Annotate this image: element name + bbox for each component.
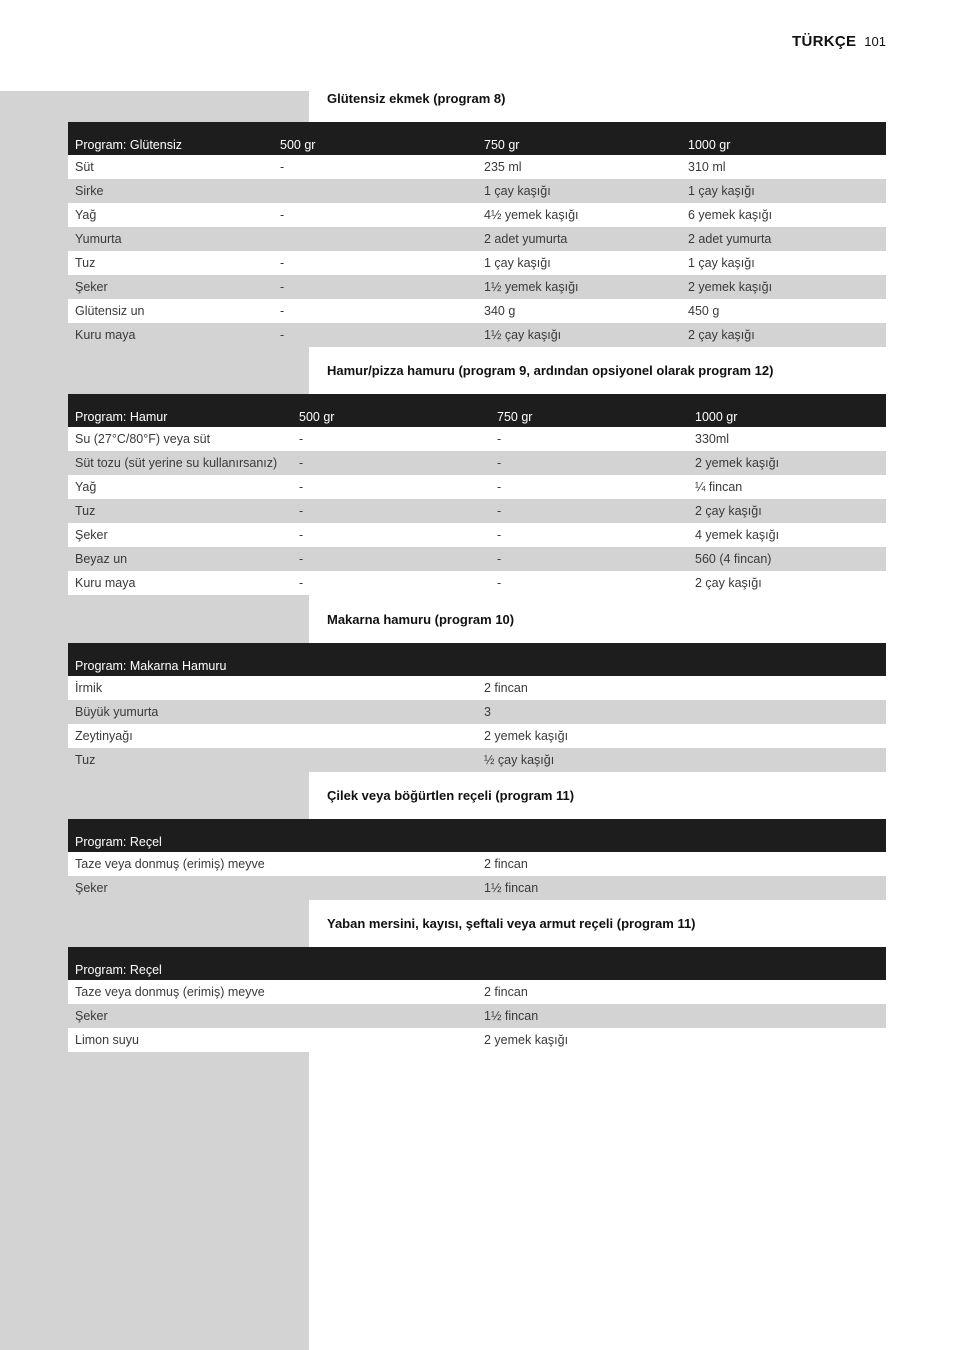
table-cell: Kuru maya — [68, 323, 273, 347]
table-cell: - — [292, 523, 490, 547]
table-cell: 2 yemek kaşığı — [688, 451, 886, 475]
table-cell: - — [490, 475, 688, 499]
table-cell: - — [490, 523, 688, 547]
table-row — [68, 980, 886, 1004]
table-cell: İrmik — [68, 676, 477, 700]
table-cell: 1 çay kaşığı — [477, 251, 681, 275]
table-cell: Limon suyu — [68, 1028, 477, 1052]
table-cell: - — [273, 275, 477, 299]
table-cell: Tuz — [68, 251, 273, 275]
table-cell: Kuru maya — [68, 571, 292, 595]
table-cell: - — [292, 427, 490, 451]
table-cell: 2 çay kaşığı — [688, 499, 886, 523]
table-cell: - — [292, 547, 490, 571]
page-number: 101 — [864, 34, 886, 49]
table-cell — [273, 227, 477, 251]
header-cell: Program: Makarna Hamuru — [68, 643, 886, 676]
table-row — [68, 1028, 886, 1052]
table-row — [68, 251, 886, 275]
table-cell: Sirke — [68, 179, 273, 203]
table-cell: 2 çay kaşığı — [681, 323, 886, 347]
table-cell: 2 adet yumurta — [477, 227, 681, 251]
table-cell: - — [273, 299, 477, 323]
table-cell: 2 fincan — [477, 676, 886, 700]
table-cell: Su (27°C/80°F) veya süt — [68, 427, 292, 451]
table-cell: - — [273, 251, 477, 275]
table-pasta — [68, 643, 886, 772]
table-row — [68, 499, 886, 523]
table-cell: 2 yemek kaşığı — [681, 275, 886, 299]
table-cell: 2 yemek kaşığı — [477, 724, 886, 748]
table-cell: Yumurta — [68, 227, 273, 251]
header-cell: Program: Reçel — [68, 947, 886, 980]
table-cell: 340 g — [477, 299, 681, 323]
table-cell: 3 — [477, 700, 886, 724]
header-cell: 500 gr — [292, 394, 490, 427]
table-cell: 1 çay kaşığı — [681, 179, 886, 203]
page-header — [792, 33, 886, 50]
table-cell — [273, 179, 477, 203]
table-cell: 1½ çay kaşığı — [477, 323, 681, 347]
table-row — [68, 571, 886, 595]
table-row — [68, 427, 886, 451]
table-cell: 560 (4 fincan) — [688, 547, 886, 571]
table-cell: Tuz — [68, 499, 292, 523]
table-header-row — [68, 819, 886, 852]
section-title-blueberry-jam: Yaban mersini, kayısı, şeftali veya armut reçeli (program 11) — [327, 916, 696, 931]
table-cell: - — [490, 547, 688, 571]
table-strawberry-jam — [68, 819, 886, 900]
table-row — [68, 700, 886, 724]
table-row — [68, 724, 886, 748]
table-row — [68, 852, 886, 876]
table-cell: - — [490, 451, 688, 475]
table-cell: Taze veya donmuş (erimiş) meyve — [68, 852, 477, 876]
header-cell: Program: Hamur — [68, 394, 292, 427]
header-cell: Program: Reçel — [68, 819, 886, 852]
header-cell: 500 gr — [273, 122, 477, 155]
table-cell: 235 ml — [477, 155, 681, 179]
table-cell: 1½ yemek kaşığı — [477, 275, 681, 299]
table-cell: 2 fincan — [477, 852, 886, 876]
table-cell: Yağ — [68, 475, 292, 499]
table-cell: Şeker — [68, 876, 477, 900]
table-cell: 450 g — [681, 299, 886, 323]
table-cell: Şeker — [68, 523, 292, 547]
table-cell: - — [490, 499, 688, 523]
header-cell: 1000 gr — [681, 122, 886, 155]
table-cell: Glütensiz un — [68, 299, 273, 323]
table-row — [68, 299, 886, 323]
table-cell: 2 fincan — [477, 980, 886, 1004]
table-row — [68, 876, 886, 900]
table-cell: 4½ yemek kaşığı — [477, 203, 681, 227]
table-cell: - — [292, 451, 490, 475]
header-cell: 750 gr — [490, 394, 688, 427]
header-cell: Program: Glütensiz — [68, 122, 273, 155]
table-cell: Süt tozu (süt yerine su kullanırsanız) — [68, 451, 292, 475]
table-cell: 2 adet yumurta — [681, 227, 886, 251]
table-cell: 1½ fincan — [477, 1004, 886, 1028]
table-cell: Şeker — [68, 275, 273, 299]
section-title-gluten-free: Glütensiz ekmek (program 8) — [327, 91, 506, 106]
table-cell: 6 yemek kaşığı — [681, 203, 886, 227]
table-cell: - — [273, 323, 477, 347]
table-cell: 330ml — [688, 427, 886, 451]
table-cell: Büyük yumurta — [68, 700, 477, 724]
language-label: TÜRKÇE — [791, 33, 857, 50]
table-cell: 4 yemek kaşığı — [688, 523, 886, 547]
table-cell: 310 ml — [681, 155, 886, 179]
header-cell: 750 gr — [477, 122, 681, 155]
table-cell: - — [292, 475, 490, 499]
table-cell: Süt — [68, 155, 273, 179]
table-row — [68, 475, 886, 499]
table-row — [68, 323, 886, 347]
table-cell: Şeker — [68, 1004, 477, 1028]
table-cell: - — [273, 203, 477, 227]
table-row — [68, 203, 886, 227]
table-cell: - — [292, 499, 490, 523]
table-cell: Beyaz un — [68, 547, 292, 571]
table-row — [68, 1004, 886, 1028]
table-row — [68, 523, 886, 547]
table-gluten-free — [68, 122, 886, 347]
table-cell: ¼ fincan — [688, 475, 886, 499]
table-blueberry-jam — [68, 947, 886, 1052]
table-cell: 2 çay kaşığı — [688, 571, 886, 595]
header-cell: 1000 gr — [688, 394, 886, 427]
table-header-row — [68, 394, 886, 427]
table-cell: 2 yemek kaşığı — [477, 1028, 886, 1052]
table-cell: 1 çay kaşığı — [681, 251, 886, 275]
section-title-strawberry-jam: Çilek veya böğürtlen reçeli (program 11) — [327, 788, 575, 803]
table-row — [68, 547, 886, 571]
table-cell: - — [273, 155, 477, 179]
table-row — [68, 676, 886, 700]
table-cell: - — [490, 427, 688, 451]
table-cell: Zeytinyağı — [68, 724, 477, 748]
section-title-pasta: Makarna hamuru (program 10) — [327, 612, 515, 627]
table-header-row — [68, 122, 886, 155]
section-title-dough: Hamur/pizza hamuru (program 9, ardından opsiyonel olarak program 12) — [327, 363, 774, 378]
table-row — [68, 155, 886, 179]
table-row — [68, 451, 886, 475]
table-row — [68, 227, 886, 251]
table-header-row — [68, 643, 886, 676]
table-row — [68, 275, 886, 299]
table-cell: - — [490, 571, 688, 595]
table-row — [68, 748, 886, 772]
table-dough — [68, 394, 886, 595]
table-cell: Taze veya donmuş (erimiş) meyve — [68, 980, 477, 1004]
table-cell: 1 çay kaşığı — [477, 179, 681, 203]
table-cell: Tuz — [68, 748, 477, 772]
table-row — [68, 179, 886, 203]
table-cell: 1½ fincan — [477, 876, 886, 900]
table-cell: Yağ — [68, 203, 273, 227]
table-header-row — [68, 947, 886, 980]
table-cell: - — [292, 571, 490, 595]
table-cell: ½ çay kaşığı — [477, 748, 886, 772]
